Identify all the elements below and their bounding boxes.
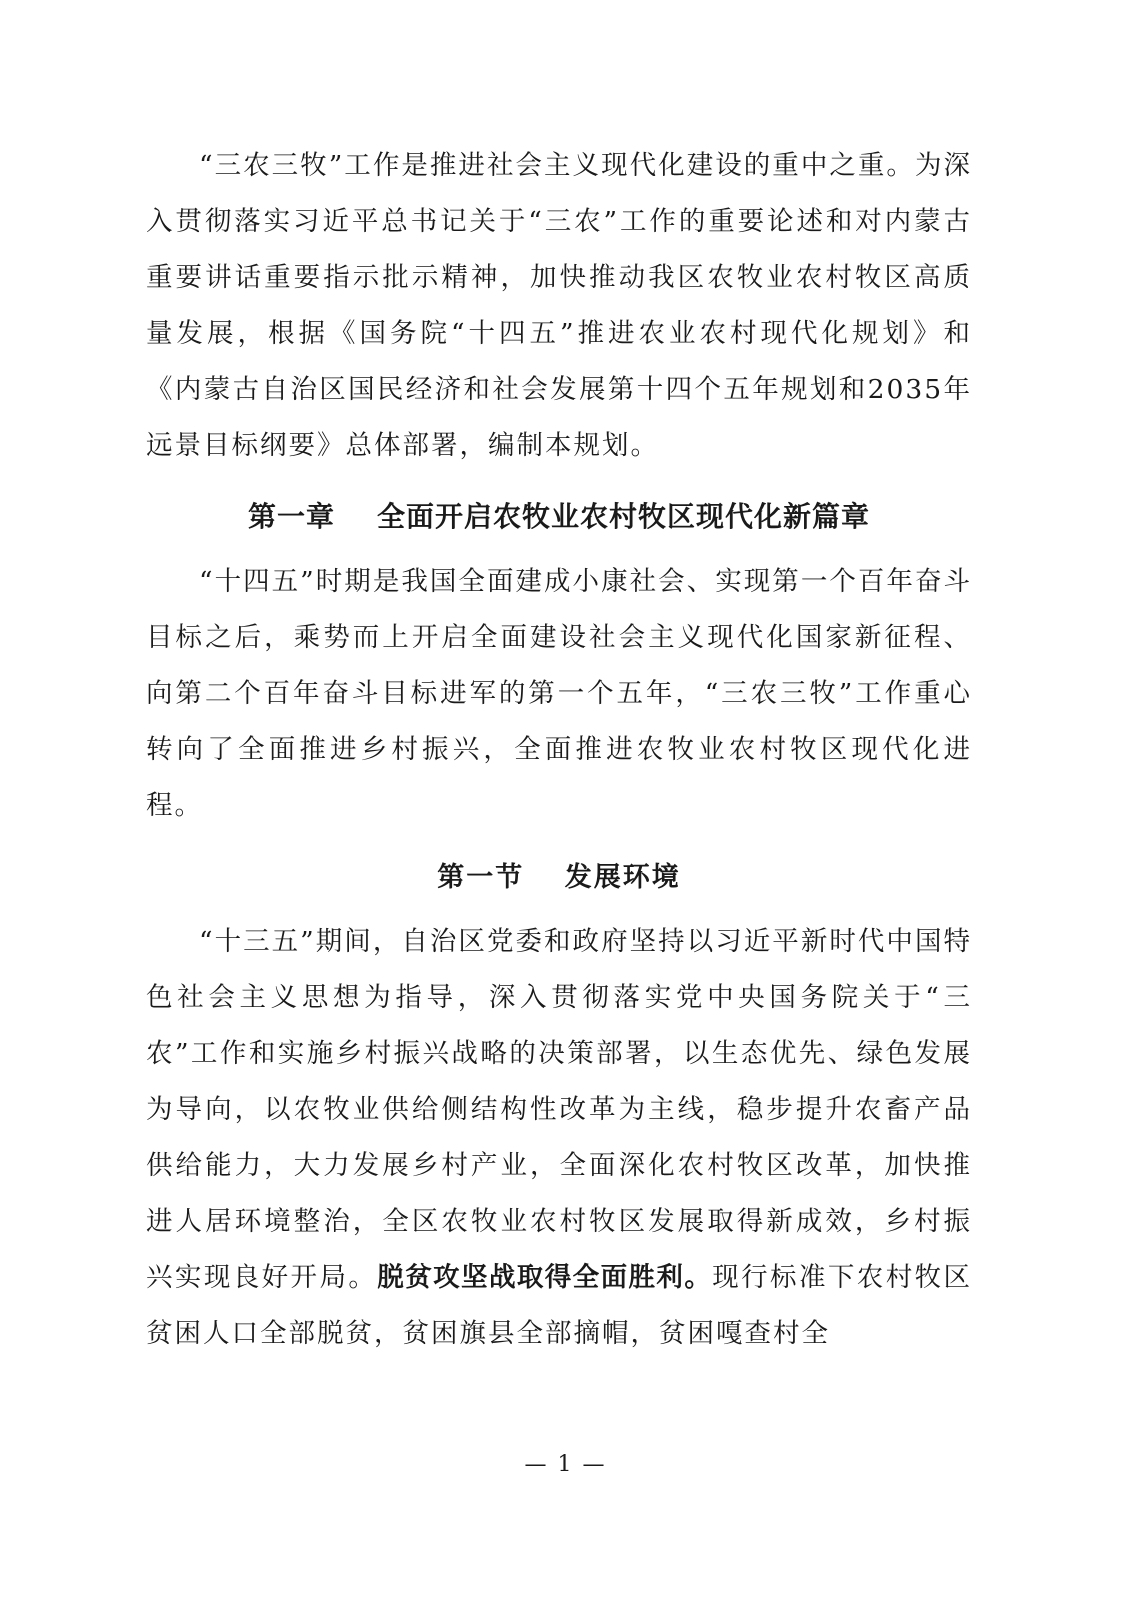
chapter-intro-paragraph: “十四五”时期是我国全面建成小康社会、实现第一个百年奋斗目标之后，乘势而上开启全面建设社会主义现代化国家新征程、向第二个百年奋斗目标进军的第一个五年，“三农三牧”工作重心转向了全面推进乡村振兴，全面推进农牧业农村牧区现代化进程。: [146, 566, 972, 821]
chapter-title: 全面开启农牧业农村牧区现代化新篇章: [377, 500, 871, 533]
chapter-heading: [146, 474, 972, 554]
intro-paragraph: “三农三牧”工作是推进社会主义现代化建设的重中之重。为深入贯彻落实习近平总书记关于“三农”工作的重要论述和对内蒙古重要讲话重要指示批示精神，加快推动我区农牧业农村牧区高质量发展，根据《国务院“十四五”推进农业农村现代化规划》和《内蒙古自治区国民经济和社会发展第十四个五年规划和2035年远景目标纲要》总体部署，编制本规划。: [146, 150, 972, 461]
document-body: [146, 138, 972, 1362]
page-number: — 1 —: [524, 1452, 607, 1477]
section-paragraph: [146, 914, 972, 1362]
section-heading: [146, 834, 972, 914]
section-number: 第一节: [437, 862, 525, 893]
section-bold-statement: 脱贫攻坚战取得全面胜利。: [377, 1262, 713, 1293]
section-text: “十三五”期间，自治区党委和政府坚持以习近平新时代中国特色社会主义思想为指导，深入贯彻落实党中央国务院关于“三农”工作和实施乡村振兴战略的决策部署，以生态优先、绿色发展为导向，以农牧业供给侧结构性改革为主线，稳步提升农畜产品供给能力，大力发展乡村产业，全面深化农村牧区改革，加快推进人居环境整治，全区农牧业农村牧区发展取得新成效，乡村振兴实现良好开局。: [146, 926, 972, 1293]
chapter-number: 第一章: [247, 500, 335, 533]
section-title: 发展环境: [564, 862, 681, 893]
section-tail-text: 现行标准下农村牧区贫困人口全部脱贫，贫困旗县全部摘帽，贫困嘎查村全: [146, 1262, 973, 1349]
